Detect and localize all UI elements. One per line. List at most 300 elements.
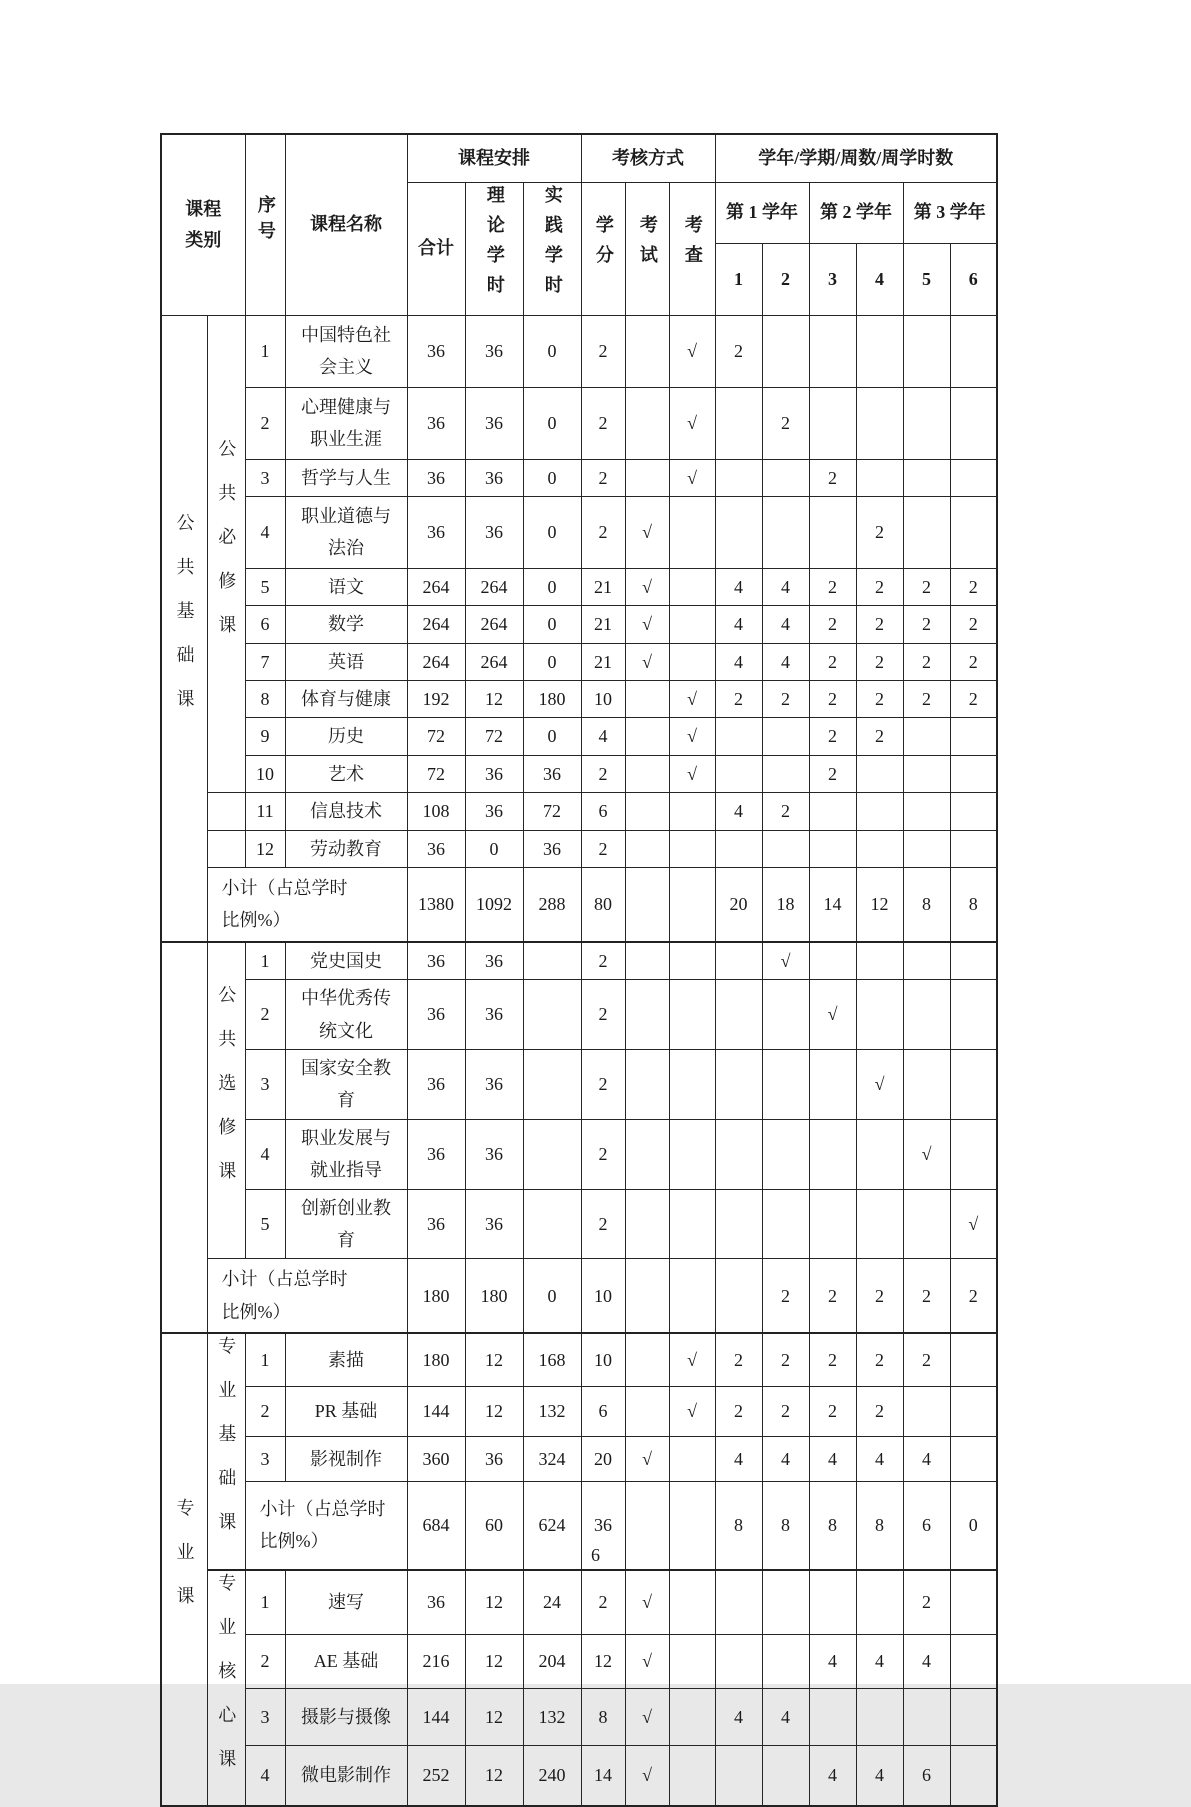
table-cell: 18: [762, 868, 809, 942]
table-cell: 2: [581, 496, 625, 568]
table-cell: [856, 980, 903, 1050]
table-cell: [950, 1746, 997, 1806]
header-exam-label: 考试: [637, 214, 658, 275]
table-cell: [903, 496, 950, 568]
course-name: 职业道德与法治: [285, 496, 407, 568]
header-total-hours: 合计: [407, 182, 465, 315]
table-cell: [669, 942, 715, 980]
table-cell: 180: [407, 1259, 465, 1333]
course-name: 摄影与摄像: [285, 1689, 407, 1746]
table-cell: 2: [809, 1259, 856, 1333]
table-cell: 9: [245, 718, 285, 755]
table-cell: 4: [762, 1436, 809, 1481]
table-cell: 2: [809, 606, 856, 643]
table-cell: 36: [407, 942, 465, 980]
table-cell: 2: [581, 830, 625, 867]
table-cell: [809, 315, 856, 387]
table-cell: 8: [950, 868, 997, 942]
table-cell: [950, 459, 997, 496]
header-exam: [625, 182, 669, 315]
table-cell: 3: [245, 1436, 285, 1481]
header-semester-2: 2: [762, 243, 809, 315]
table-cell: 20: [581, 1436, 625, 1481]
table-cell: [762, 830, 809, 867]
table-cell: [856, 459, 903, 496]
table-cell: 0: [523, 459, 581, 496]
table-cell: [625, 942, 669, 980]
table-cell: 4: [245, 1119, 285, 1189]
table-cell: 2: [950, 1259, 997, 1333]
table-cell: √: [669, 1387, 715, 1437]
table-cell: 36: [465, 793, 523, 830]
table-cell: [809, 1689, 856, 1746]
header-semester-4: 4: [856, 243, 903, 315]
course-name: 创新创业教育: [285, 1189, 407, 1259]
table-cell: 12: [465, 1746, 523, 1806]
table-cell: 180: [407, 1333, 465, 1386]
table-cell: 6: [903, 1481, 950, 1569]
course-name: 数学: [285, 606, 407, 643]
table-cell: √: [669, 315, 715, 387]
subcategory-label: [207, 1570, 245, 1806]
table-cell: [715, 496, 762, 568]
table-cell: [669, 568, 715, 605]
table-cell: 36: [523, 755, 581, 792]
table-cell: [669, 830, 715, 867]
table-cell: 132: [523, 1689, 581, 1746]
table-cell: 2: [856, 681, 903, 718]
course-name: 语文: [285, 568, 407, 605]
header-course-name: 课程名称: [285, 134, 407, 315]
course-name: 英语: [285, 643, 407, 680]
table-cell: 2: [762, 1259, 809, 1333]
table-cell: 108: [407, 793, 465, 830]
table-cell: [950, 793, 997, 830]
table-cell: 2: [903, 1259, 950, 1333]
table-cell: 4: [245, 1746, 285, 1806]
table-cell: √: [625, 643, 669, 680]
table-cell: 0: [523, 718, 581, 755]
table-cell: 12: [465, 681, 523, 718]
table-cell: [762, 980, 809, 1050]
header-practice-hours: [523, 182, 581, 315]
table-cell: 1: [245, 1570, 285, 1634]
header-index: [245, 134, 285, 315]
table-cell: 204: [523, 1634, 581, 1688]
table-cell: [809, 1119, 856, 1189]
table-cell: 10: [581, 681, 625, 718]
table-cell: 1: [245, 1333, 285, 1386]
table-cell: 2: [581, 1189, 625, 1259]
table-cell: 2: [950, 643, 997, 680]
table-cell: 36: [407, 496, 465, 568]
header-group-schedule: 学年/学期/周数/周学时数: [715, 134, 997, 182]
category-label: [161, 315, 207, 942]
table-cell: [625, 830, 669, 867]
table-cell: [715, 1050, 762, 1120]
header-year-1: 第 1 学年: [715, 182, 809, 243]
table-cell: 2: [581, 315, 625, 387]
table-cell: [856, 387, 903, 459]
course-name: PR 基础: [285, 1387, 407, 1437]
table-cell: [856, 755, 903, 792]
header-group-assessment: 考核方式: [581, 134, 715, 182]
table-cell: 264: [407, 643, 465, 680]
table-cell: 2: [715, 681, 762, 718]
table-cell: 2: [581, 459, 625, 496]
table-cell: 4: [809, 1634, 856, 1688]
table-cell: [669, 793, 715, 830]
table-cell: [950, 1689, 997, 1746]
table-cell: [762, 496, 809, 568]
table-cell: 36: [465, 496, 523, 568]
table-cell: 36: [407, 1570, 465, 1634]
table-cell: [950, 980, 997, 1050]
table-cell: [669, 1570, 715, 1634]
course-name: 中国特色社会主义: [285, 315, 407, 387]
table-cell: 2: [581, 1050, 625, 1120]
subtotal-label: 小计（占总学时比例%）: [207, 1259, 407, 1333]
table-cell: 1: [245, 942, 285, 980]
table-cell: [762, 1746, 809, 1806]
table-cell: 10: [245, 755, 285, 792]
header-year-2: 第 2 学年: [809, 182, 903, 243]
table-cell: √: [669, 459, 715, 496]
table-cell: [856, 1570, 903, 1634]
table-cell: 2: [809, 718, 856, 755]
table-cell: 240: [523, 1746, 581, 1806]
table-cell: [715, 942, 762, 980]
table-cell: 12: [465, 1570, 523, 1634]
table-cell: 0: [523, 606, 581, 643]
table-cell: 2: [856, 1387, 903, 1437]
table-cell: 264: [407, 606, 465, 643]
table-cell: 36: [465, 1119, 523, 1189]
table-cell: 36: [465, 387, 523, 459]
table-cell: 4: [715, 606, 762, 643]
table-cell: 4: [762, 643, 809, 680]
table-cell: 80: [581, 868, 625, 942]
table-cell: [762, 755, 809, 792]
table-cell: 1092: [465, 868, 523, 942]
table-cell: 36: [523, 830, 581, 867]
table-cell: 2: [715, 315, 762, 387]
header-group-arrangement: 课程安排: [407, 134, 581, 182]
course-name: 哲学与人生: [285, 459, 407, 496]
table-cell: 36: [465, 315, 523, 387]
table-cell: [950, 1436, 997, 1481]
table-cell: 264: [465, 643, 523, 680]
table-cell: 3: [245, 1050, 285, 1120]
table-cell: [809, 1189, 856, 1259]
table-cell: 2: [581, 942, 625, 980]
table-cell: 2: [809, 1387, 856, 1437]
table-cell: 36: [465, 942, 523, 980]
table-cell: 684: [407, 1481, 465, 1569]
table-cell: 8: [581, 1689, 625, 1746]
table-cell: 36: [407, 1050, 465, 1120]
header-check: [669, 182, 715, 315]
subtotal-label: 小计（占总学时比例%）: [207, 868, 407, 942]
table-cell: [950, 830, 997, 867]
table-cell: [903, 755, 950, 792]
table-cell: 2: [856, 568, 903, 605]
table-cell: 624: [523, 1481, 581, 1569]
header-category-label: 课程类别: [185, 199, 222, 250]
table-cell: 216: [407, 1634, 465, 1688]
course-name: 影视制作: [285, 1436, 407, 1481]
table-cell: 4: [762, 568, 809, 605]
table-cell: [903, 387, 950, 459]
table-cell: 36: [407, 459, 465, 496]
table-cell: 4: [809, 1436, 856, 1481]
table-cell: [856, 1189, 903, 1259]
table-cell: 2: [245, 980, 285, 1050]
table-cell: [625, 868, 669, 942]
header-semester-6: 6: [950, 243, 997, 315]
subcategory-label-text: 公共必修课: [216, 438, 237, 659]
table-cell: [762, 315, 809, 387]
table-cell: [625, 755, 669, 792]
table-cell: 2: [950, 568, 997, 605]
table-cell: 21: [581, 568, 625, 605]
table-cell: 36: [465, 980, 523, 1050]
table-cell: [856, 942, 903, 980]
table-cell: [669, 1746, 715, 1806]
subcategory-label: [207, 793, 245, 830]
header-credits: [581, 182, 625, 315]
table-cell: 3: [245, 1689, 285, 1746]
table-cell: √: [625, 568, 669, 605]
table-cell: [625, 793, 669, 830]
course-name: 信息技术: [285, 793, 407, 830]
table-cell: [625, 980, 669, 1050]
table-cell: 2: [245, 1634, 285, 1688]
table-cell: [523, 1189, 581, 1259]
table-cell: [625, 1333, 669, 1386]
category-label: [161, 942, 207, 1333]
table-cell: [762, 718, 809, 755]
table-cell: 264: [465, 568, 523, 605]
table-cell: √: [903, 1119, 950, 1189]
table-cell: [762, 1570, 809, 1634]
table-cell: √: [625, 1570, 669, 1634]
table-cell: 1380: [407, 868, 465, 942]
table-cell: [856, 830, 903, 867]
table-cell: 4: [581, 718, 625, 755]
table-cell: [903, 315, 950, 387]
table-cell: 4: [903, 1634, 950, 1688]
table-cell: 2: [903, 606, 950, 643]
table-cell: 2: [903, 568, 950, 605]
table-cell: 14: [581, 1746, 625, 1806]
table-cell: 168: [523, 1333, 581, 1386]
table-cell: [903, 1387, 950, 1437]
table-cell: 24: [523, 1570, 581, 1634]
table-cell: [715, 1570, 762, 1634]
table-cell: [669, 643, 715, 680]
subcategory-label: [207, 315, 245, 793]
table-cell: 0: [523, 387, 581, 459]
table-cell: 2: [809, 755, 856, 792]
table-cell: 2: [245, 387, 285, 459]
course-name: 速写: [285, 1570, 407, 1634]
table-cell: 2: [581, 387, 625, 459]
table-cell: [903, 1689, 950, 1746]
table-cell: 4: [715, 1689, 762, 1746]
table-body: [161, 315, 997, 1806]
subcategory-label: [207, 830, 245, 867]
table-cell: √: [809, 980, 856, 1050]
table-cell: 2: [809, 1333, 856, 1386]
table-cell: [809, 1050, 856, 1120]
table-cell: [903, 942, 950, 980]
course-name: 党史国史: [285, 942, 407, 980]
table-cell: 2: [581, 755, 625, 792]
table-cell: 2: [809, 643, 856, 680]
header-theory-hours-label: 理论学时: [484, 184, 505, 305]
table-cell: 2: [856, 606, 903, 643]
course-name: 劳动教育: [285, 830, 407, 867]
table-cell: 4: [762, 1689, 809, 1746]
table-cell: [903, 459, 950, 496]
table-cell: 0: [523, 568, 581, 605]
table-cell: 36: [407, 315, 465, 387]
table-cell: [950, 942, 997, 980]
header-semester-5: 5: [903, 243, 950, 315]
table-cell: [950, 718, 997, 755]
table-cell: 36: [407, 980, 465, 1050]
table-cell: 2: [762, 387, 809, 459]
header-category: [161, 134, 245, 315]
table-cell: 2: [581, 980, 625, 1050]
subtotal-label: 小计（占总学时比例%）: [245, 1481, 407, 1569]
table-cell: [715, 830, 762, 867]
course-name: 心理健康与职业生涯: [285, 387, 407, 459]
table-cell: 2: [856, 1259, 903, 1333]
table-cell: [856, 1119, 903, 1189]
table-cell: 2: [762, 1387, 809, 1437]
table-cell: 14: [809, 868, 856, 942]
table-cell: 4: [715, 568, 762, 605]
table-cell: 12: [581, 1634, 625, 1688]
table-cell: 2: [715, 1333, 762, 1386]
table-cell: 264: [407, 568, 465, 605]
table-cell: [762, 1050, 809, 1120]
table-cell: [950, 1570, 997, 1634]
table-cell: 72: [407, 755, 465, 792]
table-cell: 2: [809, 568, 856, 605]
table-cell: 12: [465, 1689, 523, 1746]
table-cell: [715, 387, 762, 459]
table-cell: 132: [523, 1387, 581, 1437]
table-cell: 2: [715, 1387, 762, 1437]
table-cell: [625, 681, 669, 718]
table-cell: 8: [245, 681, 285, 718]
table-cell: √: [669, 681, 715, 718]
table-cell: 36: [407, 387, 465, 459]
table-cell: 60: [465, 1481, 523, 1569]
subcategory-label-text: 专业基础课: [216, 1336, 237, 1557]
table-cell: [715, 459, 762, 496]
table-cell: 8: [903, 868, 950, 942]
table-cell: 324: [523, 1436, 581, 1481]
table-cell: [762, 1119, 809, 1189]
table-cell: 2: [856, 718, 903, 755]
table-cell: [809, 830, 856, 867]
table-cell: 6: [581, 1387, 625, 1437]
table-cell: [715, 1259, 762, 1333]
table-cell: √: [625, 1746, 669, 1806]
table-cell: [669, 868, 715, 942]
table-cell: 7: [245, 643, 285, 680]
table-cell: 2: [762, 793, 809, 830]
table-cell: 2: [809, 681, 856, 718]
table-cell: [715, 1119, 762, 1189]
header-check-label: 考查: [682, 214, 703, 275]
table-cell: [809, 793, 856, 830]
table-cell: 144: [407, 1387, 465, 1437]
table-cell: 2: [245, 1387, 285, 1437]
table-cell: 4: [715, 1436, 762, 1481]
table-cell: [762, 1189, 809, 1259]
table-cell: 36: [581, 1481, 625, 1569]
table-cell: 2: [950, 681, 997, 718]
table-cell: [625, 459, 669, 496]
table-cell: 36: [465, 755, 523, 792]
table-cell: √: [669, 718, 715, 755]
table-cell: 5: [245, 1189, 285, 1259]
table-cell: [715, 718, 762, 755]
table-cell: [950, 1119, 997, 1189]
table-cell: 21: [581, 643, 625, 680]
header-index-label: 序号: [255, 194, 276, 247]
table-cell: [856, 793, 903, 830]
header-credits-label: 学分: [593, 214, 614, 275]
table-cell: [625, 387, 669, 459]
course-name: 体育与健康: [285, 681, 407, 718]
table-cell: [903, 1050, 950, 1120]
table-cell: [903, 980, 950, 1050]
table-cell: [669, 1119, 715, 1189]
header-theory-hours: [465, 182, 523, 315]
table-cell: 2: [809, 459, 856, 496]
table-cell: 2: [903, 681, 950, 718]
table-cell: [625, 1259, 669, 1333]
table-cell: 288: [523, 868, 581, 942]
table-cell: √: [625, 1689, 669, 1746]
table-cell: [950, 1333, 997, 1386]
table-cell: √: [625, 496, 669, 568]
table-cell: [715, 1189, 762, 1259]
table-cell: 20: [715, 868, 762, 942]
table-cell: √: [762, 942, 809, 980]
table-cell: [809, 387, 856, 459]
table-cell: 2: [581, 1570, 625, 1634]
table-cell: 2: [903, 1570, 950, 1634]
table-cell: [762, 459, 809, 496]
table-cell: 2: [856, 1333, 903, 1386]
table-cell: [669, 1436, 715, 1481]
table-cell: [669, 1689, 715, 1746]
table-cell: [809, 1570, 856, 1634]
table-cell: [669, 1634, 715, 1688]
table-cell: [856, 315, 903, 387]
table-cell: 4: [856, 1436, 903, 1481]
table-cell: 2: [762, 681, 809, 718]
table-cell: [669, 496, 715, 568]
table-cell: [809, 942, 856, 980]
